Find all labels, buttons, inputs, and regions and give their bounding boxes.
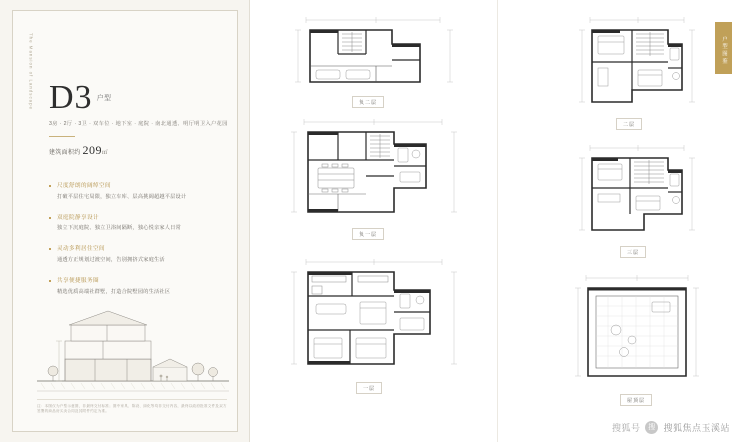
floorplan-label-roof: 屋顶层 [620, 394, 652, 406]
feature-item [49, 215, 225, 234]
watermark-left-text: 搜狐号 [611, 423, 641, 433]
left-info-panel [0, 0, 250, 442]
floorplan-f3 [572, 142, 702, 256]
title-block [49, 81, 229, 158]
floorplan-f1 [274, 256, 474, 392]
footnote [37, 399, 227, 416]
floorplan-label-b1: 负一层 [352, 228, 384, 240]
feature-list [49, 183, 225, 310]
feature-item [49, 278, 225, 297]
page-title: D3 [49, 79, 93, 116]
building-section-sketch [35, 303, 231, 399]
side-tab[interactable]: 户型图鉴 [715, 22, 732, 74]
feature-title: 尺度舒朗的阔绰空间 [57, 183, 111, 189]
area-line [49, 143, 229, 158]
area-label: 建筑面积约 [49, 149, 81, 156]
feature-title: 灵动多利居住空间 [57, 246, 105, 253]
feature-item [49, 246, 225, 265]
watermark-right-text: 搜狐焦点玉溪站 [663, 423, 730, 433]
watermark-badge-icon: 搜 [645, 421, 658, 434]
title-suffix: 户型 [96, 95, 112, 102]
floorplan-f2 [572, 14, 702, 128]
watermark [612, 421, 730, 434]
feature-desc: 精选优质高端社群墅，打造合院墅园的生活社区 [57, 288, 171, 295]
title-divider [49, 136, 75, 137]
feature-desc: 打破平层住宅局限，独立车库、层高挑阔超越平层设计 [57, 193, 187, 200]
area-unit: ㎡ [101, 149, 108, 156]
vertical-brand [27, 33, 34, 110]
footnote-text: 注：本图仅为户型示意图，非最终交付标准；图中家具、陈设、绿化等均非交付内容，最终以政府批准文件及双方签署的商品房买卖合同及其附件约定为准。 [37, 403, 227, 414]
floorplan-roof [568, 272, 708, 404]
left-inner-frame [12, 10, 238, 432]
vertical-brand-en: The Mansion of Landscape [28, 33, 34, 110]
floorplan-b1 [274, 116, 474, 238]
floorplan-label-f2: 二层 [616, 118, 642, 130]
floorplan-label-b2: 负二层 [352, 96, 384, 108]
feature-desc: 独立下沉庭院、独立卫浴间隔断，独心悦亲家人日常 [57, 225, 181, 232]
middle-plan-column [250, 0, 498, 442]
title-subtitle: 3房 · 2厅 · 3卫 · 双车位 · 地下室 · 庭院 · 南北通透、明厅明卫入户花园 [49, 121, 228, 127]
floorplan-label-f3: 三层 [620, 246, 646, 258]
feature-item [49, 183, 225, 202]
feature-title: 双庭院静享设计 [57, 214, 99, 221]
area-value: 209 [82, 142, 102, 157]
floorplan-b2 [280, 14, 468, 106]
footnote-divider [37, 399, 227, 400]
feature-desc: 通透方正规划过渡空间，告别拥挤式家庭生活 [57, 257, 165, 264]
right-plan-column [498, 0, 740, 442]
feature-title: 共享便捷服务圈 [57, 277, 99, 284]
floorplan-label-f1: 一层 [356, 382, 382, 394]
